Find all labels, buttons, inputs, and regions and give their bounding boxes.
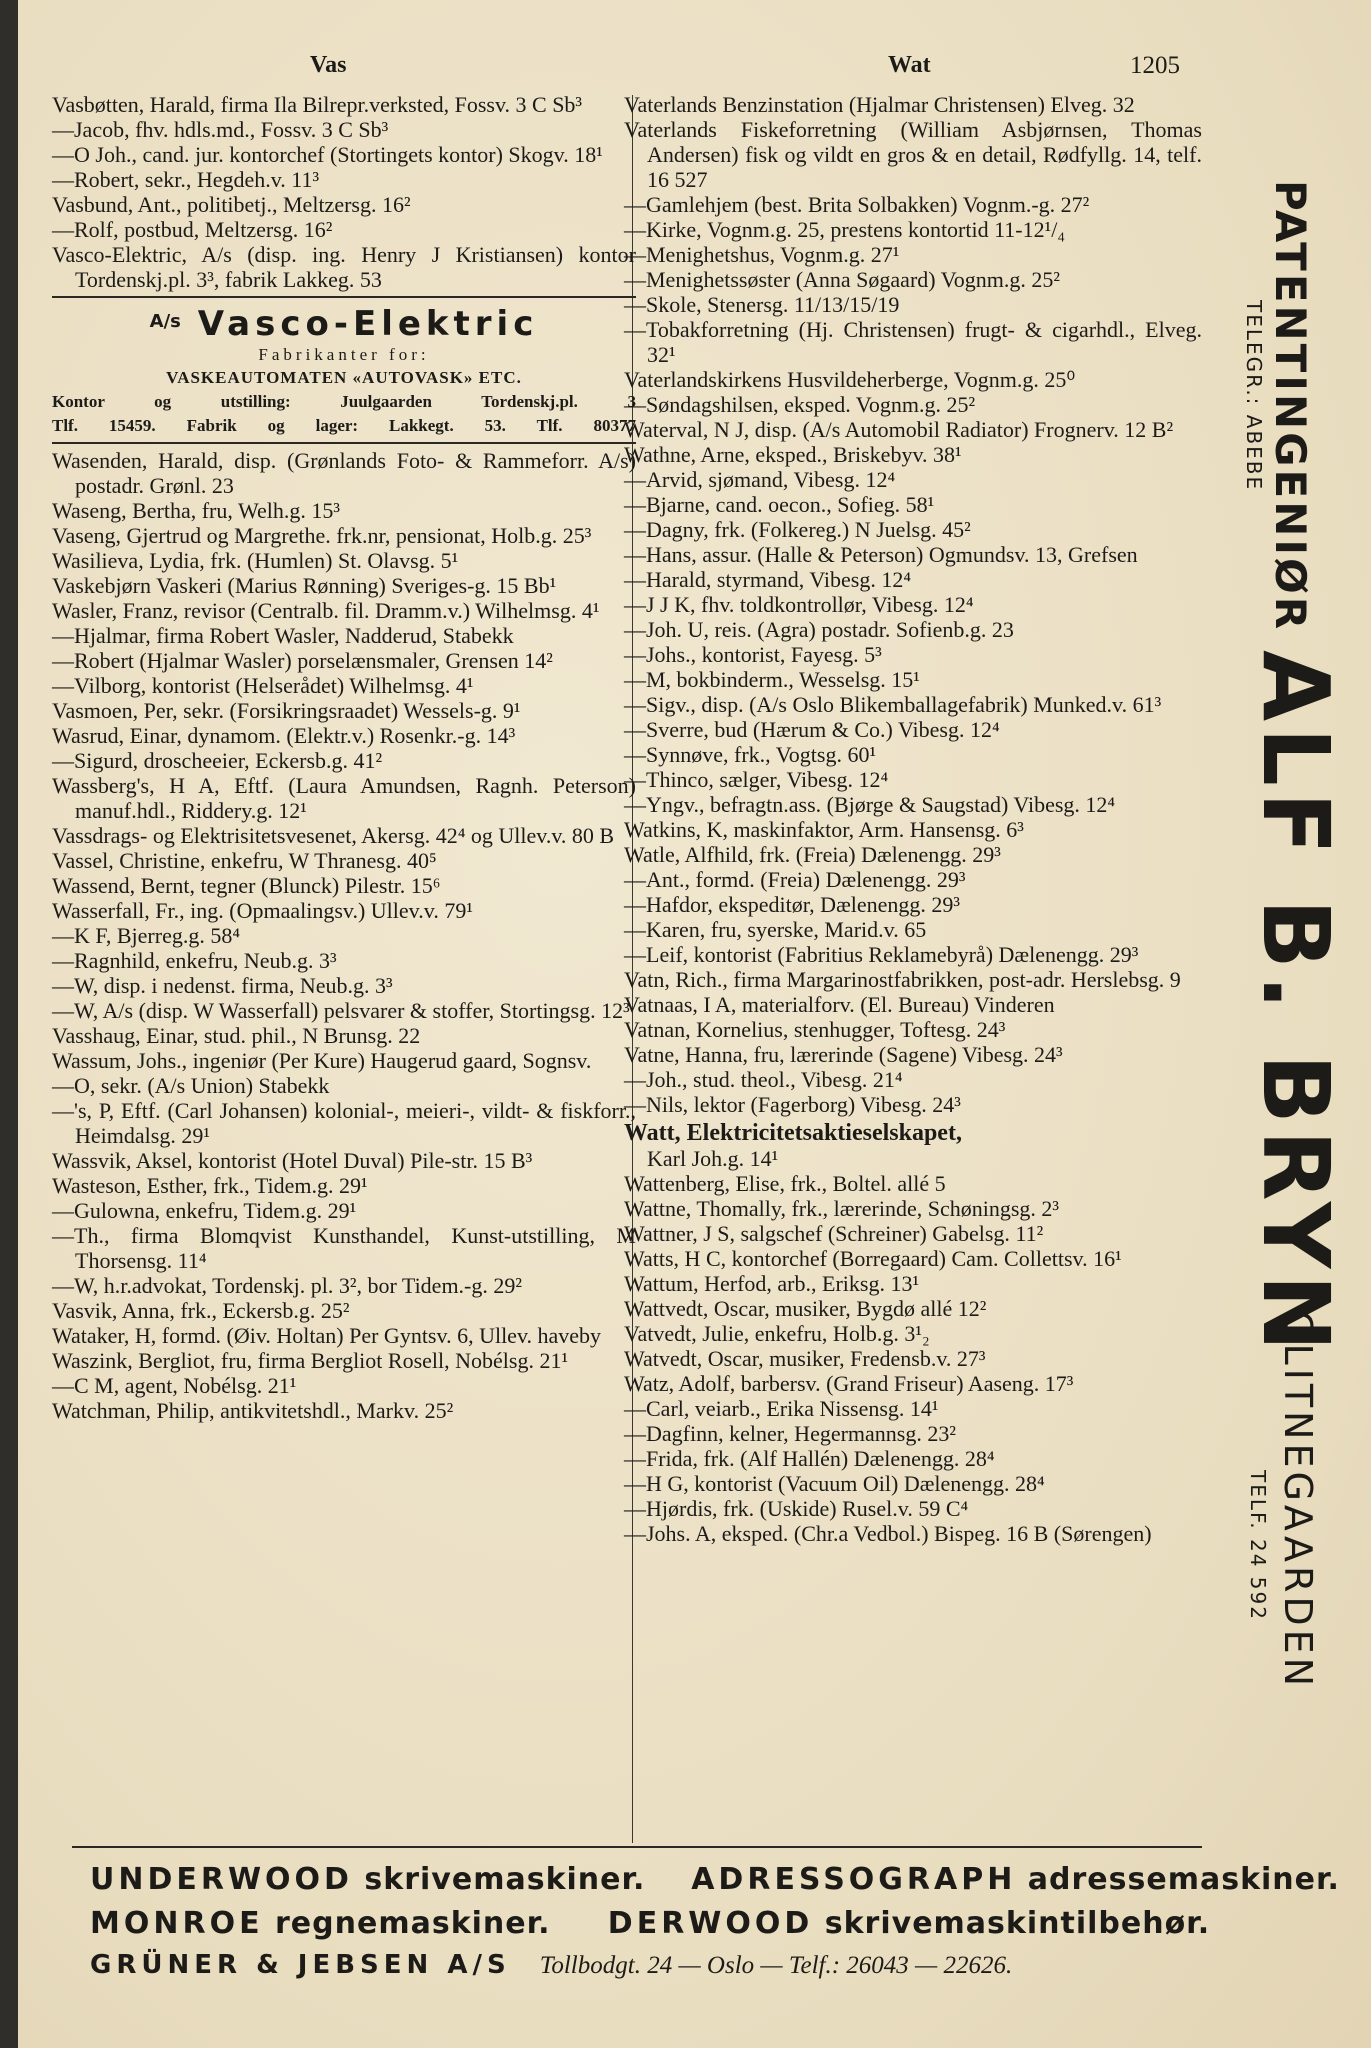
directory-entry: —C M, agent, Nobélsg. 21¹	[52, 1373, 297, 1398]
directory-entry: Wasilieva, Lydia, frk. (Humlen) St. Olavsg. 5¹	[52, 548, 459, 573]
directory-entry: —Gamlehjem (best. Brita Solbakken) Vognm.-g. 27²	[624, 192, 1090, 217]
directory-entry: Vatnan, Kornelius, stenhugger, Toftesg. 24³	[624, 1017, 1006, 1042]
directory-entry: Waterval, N J, disp. (A/s Automobil Radiator) Frognerv. 12 B²	[624, 417, 1174, 442]
footer-derwood: DERWOOD	[607, 1906, 814, 1941]
ad-bottom-rule	[52, 442, 636, 444]
directory-entry: —J J K, fhv. toldkontrollør, Vibesg. 12⁴	[624, 592, 974, 617]
directory-entry: —Bjarne, cand. oecon., Sofieg. 58¹	[624, 492, 935, 517]
directory-entry: —Ant., formd. (Freia) Dælenengg. 29³	[624, 867, 966, 892]
directory-entry: —W, h.r.advokat, Tordenskj. pl. 3², bor Tidem.-g. 29²	[52, 1273, 522, 1298]
vasco-ad-line4: Tlf. 15459. Fabrik og lager: Lakkegt. 53. Tlf. 80377	[52, 416, 636, 435]
directory-entry: —Johs., kontorist, Fayesg. 5³	[624, 642, 882, 667]
directory-entry: Wathne, Arne, eksped., Briskebyv. 38¹	[624, 442, 962, 467]
header-right-keyword: Wat	[888, 52, 931, 78]
directory-entry: —Menighetshus, Vognm.g. 27¹	[624, 242, 900, 267]
directory-entry: —Hafdor, ekspeditør, Dælenengg. 29³	[624, 892, 960, 917]
directory-entry: Watchman, Philip, antikvitetshdl., Markv. 25²	[52, 1398, 454, 1423]
right-column	[624, 92, 1202, 1546]
directory-entry: —Søndagshilsen, eksped. Vognm.g. 25²	[624, 392, 976, 417]
directory-entry: —Karen, fru, syerske, Marid.v. 65	[624, 917, 927, 942]
footer-adressograph-desc: adressemaskiner.	[1027, 1862, 1340, 1897]
directory-entry: —Kirke, Vognm.g. 25, prestens kontortid 11-12¹/₄	[624, 217, 1065, 242]
vasco-ad-name	[52, 302, 636, 344]
vasco-ad-title: Vasco-Elektric	[197, 304, 539, 344]
directory-entry: —Robert (Hjalmar Wasler) porselænsmaler, Grensen 14²	[52, 648, 553, 673]
watt-entry-address: Karl Joh.g. 14¹	[647, 1146, 779, 1171]
directory-entry: Wattenberg, Elise, frk., Boltel. allé 5	[624, 1171, 946, 1196]
directory-entry: —Frida, frk. (Alf Hallén) Dælenengg. 28⁴	[624, 1446, 995, 1471]
directory-entry: Wassberg's, H A, Eftf. (Laura Amundsen, Ragnh. Peterson) manuf.hdl., Riddery.g. 12¹	[52, 773, 636, 823]
directory-entry: Wassum, Johs., ingeniør (Per Kure) Haugerud gaard, Sognsv.	[52, 1048, 592, 1073]
directory-entry: —Carl, veiarb., Erika Nissensg. 14¹	[624, 1396, 939, 1421]
directory-entry: —W, disp. i nedenst. firma, Neub.g. 3³	[52, 973, 393, 998]
directory-entry: Vassdrags- og Elektrisitetsvesenet, Akersg. 42⁴ og Ullev.v. 80 B	[52, 823, 615, 848]
directory-entry: —'s, P, Eftf. (Carl Johansen) kolonial-, meieri-, vildt- & fiskforr., Heimdalsg. 29¹	[52, 1098, 636, 1148]
directory-entry: —Hjalmar, firma Robert Wasler, Nadderud, Stabekk	[52, 623, 514, 648]
directory-entry: Wattum, Herfod, arb., Eriksg. 13¹	[624, 1271, 920, 1296]
directory-entry: —Ragnhild, enkefru, Neub.g. 3³	[52, 948, 337, 973]
directory-entry: —Skole, Stenersg. 11/13/15/19	[624, 292, 900, 317]
directory-entry: Wattvedt, Oscar, musiker, Bygdø allé 12²	[624, 1296, 987, 1321]
left-column	[52, 92, 636, 1423]
directory-entry: —Arvid, sjømand, Vibesg. 12⁴	[624, 467, 896, 492]
directory-entry: Vaseng, Gjertrud og Margrethe. frk.nr, pensionat, Holb.g. 25³	[52, 523, 592, 548]
header-left-keyword: Vas	[310, 52, 347, 78]
directory-entry: Vatn, Rich., firma Margarinostfabrikken, post-adr. Herslebsg. 9	[624, 967, 1181, 992]
vasco-ad-line2: VASKEAUTOMATEN «AUTOVASK» ETC.	[166, 368, 522, 387]
directory-entry: Watz, Adolf, barbersv. (Grand Friseur) Aaseng. 17³	[624, 1371, 1074, 1396]
directory-entry: Watts, H C, kontorchef (Borregaard) Cam. Collettsv. 16¹	[624, 1246, 1122, 1271]
directory-entry: —Robert, sekr., Hegdeh.v. 11³	[52, 167, 320, 192]
directory-entry: —Leif, kontorist (Fabritius Reklamebyrå) Dælenengg. 29³	[624, 942, 1139, 967]
footer-monroe: MONROE	[90, 1906, 264, 1941]
directory-entry: —M, bokbinderm., Wesselsg. 15¹	[624, 667, 920, 692]
directory-entry: —Tobakforretning (Hj. Christensen) frugt- & cigarhdl., Elveg. 32¹	[624, 317, 1202, 367]
vasco-ad-prefix: A/s	[149, 311, 181, 332]
directory-entry: Vasbøtten, Harald, firma Ila Bilrepr.verksted, Fossv. 3 C Sb³	[52, 92, 583, 117]
directory-entry: Vaterlandskirkens Husvildeherberge, Vognm.g. 25⁰	[624, 367, 1076, 392]
directory-entry: —Harald, styrmand, Vibesg. 12⁴	[624, 567, 912, 592]
directory-entry: Waszink, Bergliot, fru, firma Bergliot Rosell, Nobélsg. 21¹	[52, 1348, 569, 1373]
side-ad-title: PATENTINGENIØR	[1266, 180, 1315, 633]
right-entries-top	[624, 92, 1202, 1117]
side-advertisement	[1236, 180, 1356, 1780]
footer-underwood: UNDERWOOD	[90, 1862, 353, 1897]
directory-entry: —Hans, assur. (Halle & Peterson) Ogmundsv. 13, Grefsen	[624, 542, 1138, 567]
directory-entry: Wassend, Bernt, tegner (Blunck) Pilestr. 15⁶	[52, 873, 441, 898]
directory-entry: Watkins, K, maskinfaktor, Arm. Hansensg. 6³	[624, 817, 1024, 842]
directory-entry: Wasler, Franz, revisor (Centralb. fil. Dramm.v.) Wilhelmsg. 4¹	[52, 598, 600, 623]
directory-entry: —Joh., stud. theol., Vibesg. 21⁴	[624, 1067, 903, 1092]
directory-entry: —Menighetssøster (Anna Søgaard) Vognm.g. 25²	[624, 267, 1060, 292]
directory-entry: —Johs. A, eksped. (Chr.a Vedbol.) Bispeg. 16 B (Sørengen)	[624, 1521, 1152, 1546]
watt-entry-name: Watt, Elektricitetsaktieselskapet,	[624, 1120, 962, 1146]
footer-monroe-desc: regnemaskiner.	[275, 1906, 551, 1941]
directory-entry: Wattner, J S, salgschef (Schreiner) Gabelsg. 11²	[624, 1221, 1044, 1246]
directory-entry: Wasserfall, Fr., ing. (Opmaalingsv.) Ullev.v. 79¹	[52, 898, 473, 923]
left-entries-top	[52, 92, 636, 292]
footer-company: GRÜNER & JEBSEN A/S	[90, 1950, 511, 1980]
directory-entry: —Dagny, frk. (Folkereg.) N Juelsg. 45²	[624, 517, 971, 542]
directory-entry: —H G, kontorist (Vacuum Oil) Dælenengg. 28⁴	[624, 1471, 1045, 1496]
left-entries-bottom	[52, 448, 636, 1423]
footer-underwood-desc: skrivemaskiner.	[364, 1862, 646, 1897]
ad-top-rule	[52, 296, 636, 298]
directory-entry: Wasrud, Einar, dynamom. (Elektr.v.) Rosenkr.-g. 14³	[52, 723, 516, 748]
directory-entry: Wattne, Thomally, frk., lærerinde, Schøningsg. 2³	[624, 1196, 1059, 1221]
directory-entry: —Synnøve, frk., Vogtsg. 60¹	[624, 742, 877, 767]
directory-page	[18, 0, 1371, 2048]
directory-entry: —Thinco, sælger, Vibesg. 12⁴	[624, 767, 889, 792]
footer-rule	[72, 1846, 1202, 1848]
directory-entry: —O Joh., cand. jur. kontorchef (Stortingets kontor) Skogv. 18¹	[52, 142, 603, 167]
footer-line-3	[90, 1950, 1210, 1980]
footer-derwood-desc: skrivemaskintilbehør.	[824, 1906, 1211, 1941]
directory-entry: —O, sekr. (A/s Union) Stabekk	[52, 1073, 330, 1098]
side-ad-name: ALF B. BRYN	[1242, 650, 1349, 1358]
directory-entry: Vatvedt, Julie, enkefru, Holb.g. 3¹₂	[624, 1321, 930, 1346]
directory-entry: —Nils, lektor (Fagerborg) Vibesg. 24³	[624, 1092, 961, 1117]
directory-entry: —Vilborg, kontorist (Helserådet) Wilhelmsg. 4¹	[52, 673, 474, 698]
directory-entry: Watvedt, Oscar, musiker, Fredensb.v. 27³	[624, 1346, 986, 1371]
directory-entry: —Sverre, bud (Hærum & Co.) Vibesg. 12⁴	[624, 717, 1000, 742]
directory-entry: —Yngv., befragtn.ass. (Bjørge & Saugstad) Vibesg. 12⁴	[624, 792, 1116, 817]
vasco-ad-line3: Kontor og utstilling: Juulgaarden Tordenskj.pl. 3	[52, 392, 636, 411]
directory-entry: Vasmoen, Per, sekr. (Forsikringsraadet) Wessels-g. 9¹	[52, 698, 521, 723]
directory-entry: Vasvik, Anna, frk., Eckersb.g. 25²	[52, 1298, 350, 1323]
footer-company-address: Tollbodgt. 24 — Oslo — Telf.: 26043 — 22626.	[539, 1952, 1013, 1979]
directory-entry: Vassel, Christine, enkefru, W Thranesg. 40⁵	[52, 848, 437, 873]
directory-entry: —Dagfinn, kelner, Hegermannsg. 23²	[624, 1421, 956, 1446]
right-entries-bottom	[624, 1171, 1202, 1546]
directory-entry: —Sigv., disp. (A/s Oslo Blikemballagefabrik) Munked.v. 61³	[624, 692, 1162, 717]
directory-entry: Vasbund, Ant., politibetj., Meltzersg. 16²	[52, 192, 411, 217]
directory-entry: —Jacob, fhv. hdls.md., Fossv. 3 C Sb³	[52, 117, 389, 142]
directory-entry: Vatne, Hanna, fru, lærerinde (Sagene) Vibesg. 24³	[624, 1042, 1063, 1067]
directory-entry: Wassvik, Aksel, kontorist (Hotel Duval) Pile-str. 15 B³	[52, 1148, 533, 1173]
directory-entry: Vatnaas, I A, materialforv. (El. Bureau) Vinderen	[624, 992, 1055, 1017]
directory-entry: Wasteson, Esther, frk., Tidem.g. 29¹	[52, 1173, 368, 1198]
directory-entry: Vaskebjørn Vaskeri (Marius Rønning) Sveriges-g. 15 Bb¹	[52, 573, 557, 598]
directory-entry: Wasenden, Harald, disp. (Grønlands Foto- & Rammeforr. A/s) postadr. Grønl. 23	[52, 448, 636, 498]
side-ad-telegram: TELEGR.: ABEBE	[1242, 300, 1266, 492]
side-ad-building: GLITNEGAARDEN	[1276, 1310, 1320, 1691]
directory-entry: —Joh. U, reis. (Agra) postadr. Sofienb.g. 23	[624, 617, 1014, 642]
directory-entry: —K F, Bjerreg.g. 58⁴	[52, 923, 240, 948]
directory-entry: Vasshaug, Einar, stud. phil., N Brunsg. 22	[52, 1023, 421, 1048]
directory-entry: —Gulowna, enkefru, Tidem.g. 29¹	[52, 1198, 357, 1223]
directory-entry: —Sigurd, droscheeier, Eckersb.g. 41²	[52, 748, 383, 773]
directory-entry: —Th., firma Blomqvist Kunsthandel, Kunst-utstilling, M Thorsensg. 11⁴	[52, 1223, 636, 1273]
vasco-ad-line1: Fabrikanter for:	[258, 345, 430, 364]
vasco-ad	[52, 302, 636, 438]
side-ad-phone: TELF. 24 592	[1246, 1470, 1270, 1621]
directory-entry: Wataker, H, formd. (Øiv. Holtan) Per Gyntsv. 6, Ullev. haveby	[52, 1323, 602, 1348]
directory-entry: Vaterlands Benzinstation (Hjalmar Christensen) Elveg. 32	[624, 92, 1135, 117]
directory-entry: Waseng, Bertha, fru, Welh.g. 15³	[52, 498, 340, 523]
footer-line-1	[90, 1862, 1340, 1897]
directory-entry: Vaterlands Fiskeforretning (William Asbjørnsen, Thomas Andersen) fisk og vildt en gros & en detail, Rødfyllg. 14, telf. 16 527	[624, 117, 1202, 192]
footer-adressograph: ADRESSOGRAPH	[691, 1862, 1017, 1897]
footer-line-2	[90, 1906, 1210, 1941]
directory-entry: Vasco-Elektric, A/s (disp. ing. Henry J Kristiansen) kontor Tordenskj.pl. 3³, fabrik Lakkeg. 53	[52, 242, 636, 292]
directory-entry: —Rolf, postbud, Meltzersg. 16²	[52, 217, 333, 242]
directory-entry: Watle, Alfhild, frk. (Freia) Dælenengg. 29³	[624, 842, 1001, 867]
directory-entry: —W, A/s (disp. W Wasserfall) pelsvarer & stoffer, Stortingsg. 12³	[52, 998, 630, 1023]
directory-entry: —Hjørdis, frk. (Uskide) Rusel.v. 59 C⁴	[624, 1496, 969, 1521]
page-number: 1205	[1130, 52, 1180, 79]
